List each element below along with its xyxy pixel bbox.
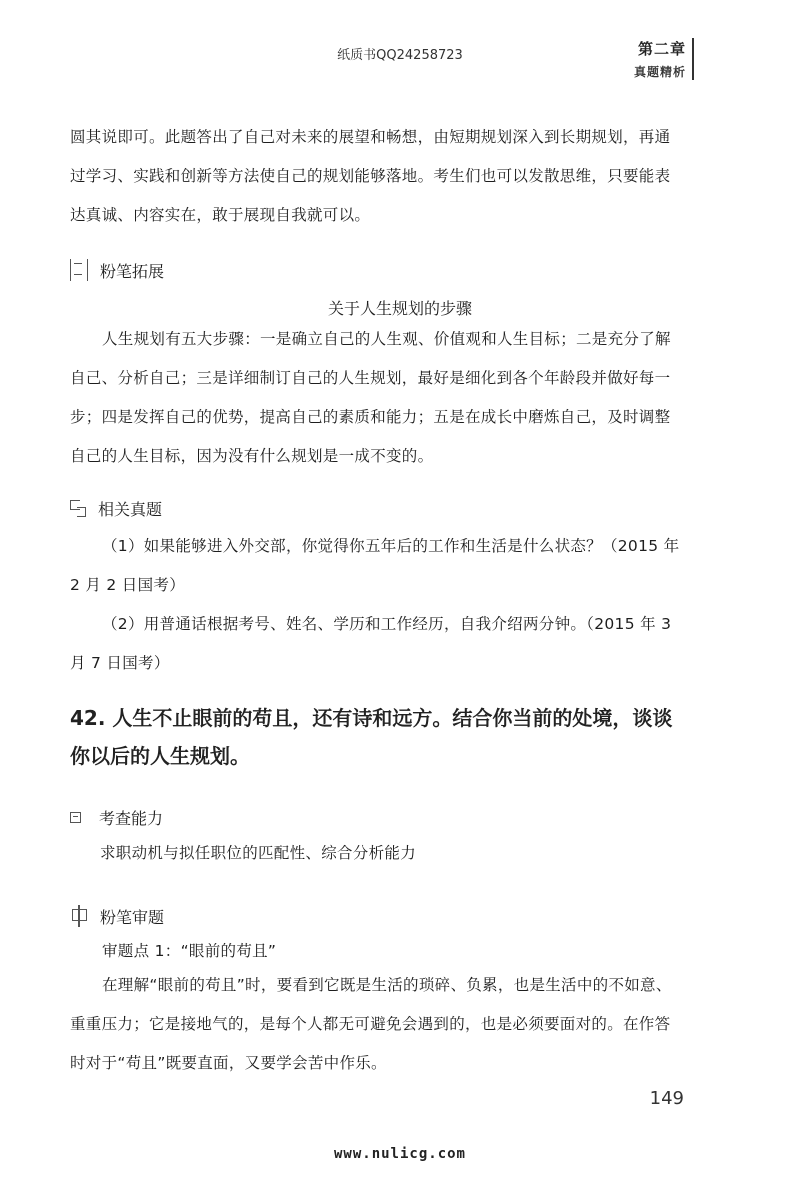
intro-paragraph <box>70 118 682 235</box>
ability-heading-label: 考查能力 <box>99 808 164 828</box>
intro-paragraph-text: 圆其说即可。此题答出了自己对未来的展望和畅想，由短期规划深入到长期规划，再通过学习、实践和创新等方法使自己的规划能够落地。考生们也可以发散思维，只要能表达真诚、内容实在，敢于展现自我就可以。 <box>70 128 671 224</box>
related-item-2: （2）用普通话根据考号、姓名、学历和工作经历，自我介绍两分钟。（2015 年 3 月 7 日国考） <box>70 615 672 672</box>
page-number: 149 <box>649 1088 684 1109</box>
review-body <box>70 966 682 1083</box>
related-item-1: （1）如果能够进入外交部，你觉得你五年后的工作和生活是什么状态？（2015 年 2 月 2 日国考） <box>70 537 680 594</box>
header-source-text: 纸质书QQ24258723 <box>337 48 463 63</box>
extension-section-heading <box>70 255 164 285</box>
header-chapter-block <box>634 38 686 80</box>
related-list <box>70 527 682 683</box>
chapter-subtitle: 真题精析 <box>633 65 686 79</box>
extension-body-text: 人生规划有五大步骤：一是确立自己的人生观、价值观和人生目标；二是充分了解自己、分析自己；三是详细制订自己的人生规划，最好是细化到各个年龄段并做好每一步；四是发挥自己的优势，提高自己的素质和能力；五是在成长中磨炼自己，及时调整自己的人生目标，因为没有什么规划是一成不变的。 <box>70 330 671 465</box>
related-section-heading <box>70 493 162 523</box>
extension-body <box>70 320 682 476</box>
ability-icon <box>70 812 81 823</box>
extension-title: 关于人生规划的步骤 <box>327 299 472 318</box>
review-point: 审题点 1：“眼前的苟且” <box>102 942 277 960</box>
chapter-title: 第二章 <box>637 40 686 58</box>
review-body-text: 在理解“眼前的苟且”时，要看到它既是生活的琐碎、负累，也是生活中的不如意、重重压力；它是接地气的，是每个人都无可避免会遇到的，也是必须要面对的。在作答时对于“苟且”既要直面，又要学会苦中作乐。 <box>70 976 672 1072</box>
chalk-expand-icon <box>70 259 88 281</box>
question-42: 42. 人生不止眼前的苟且，还有诗和远方。结合你当前的处境，谈谈你以后的人生规划。 <box>70 706 673 768</box>
related-heading-label: 相关真题 <box>98 499 163 519</box>
review-section-heading <box>70 901 164 931</box>
review-heading-label: 粉笔审题 <box>100 907 165 927</box>
chalk-review-icon <box>70 905 88 927</box>
footer-watermark: www.nulicg.com <box>333 1146 466 1162</box>
header-divider <box>692 38 694 80</box>
ability-text: 求职动机与拟任职位的匹配性、综合分析能力 <box>100 844 417 862</box>
related-questions-icon <box>70 500 86 516</box>
ability-section-heading <box>70 802 163 832</box>
extension-heading-label: 粉笔拓展 <box>100 261 165 281</box>
